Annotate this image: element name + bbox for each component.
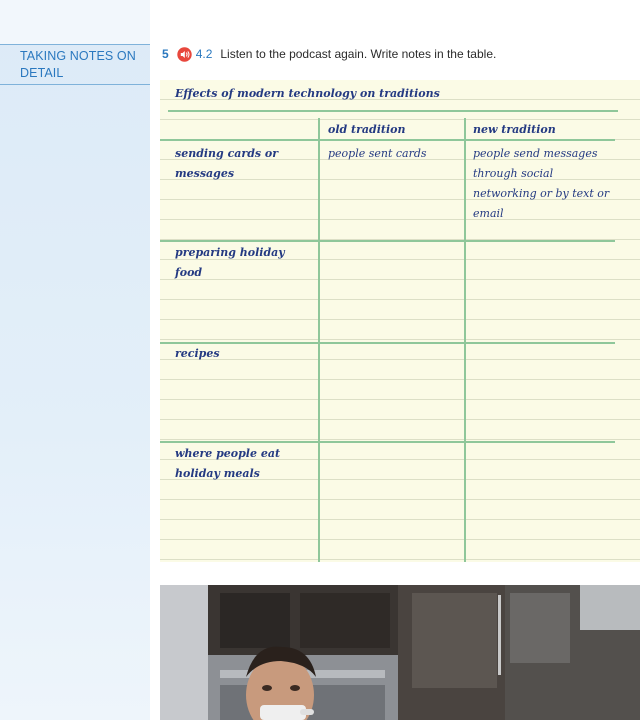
column-divider-1 (318, 118, 320, 562)
instruction-text: Listen to the podcast again. Write notes in the table. (220, 47, 497, 61)
column-divider-2 (464, 118, 466, 562)
exercise-instruction (162, 46, 496, 62)
sidebar-rule-bottom (0, 84, 150, 85)
exercise-number: 5 (162, 47, 169, 61)
sidebar (0, 0, 150, 720)
row-label: where people eat holiday meals (175, 447, 281, 480)
row-label: preparing holiday food (175, 246, 285, 279)
column-header-new: new tradition (473, 123, 556, 136)
table-cell-old: people sent cards (328, 147, 427, 160)
row-rule-3 (160, 441, 615, 443)
section-label: TAKING NOTES ON DETAIL (20, 49, 136, 80)
title-underline (168, 110, 618, 112)
kitchen-photo (160, 585, 640, 720)
table-cell-new: people send messages through social networking or by text or email (473, 147, 610, 220)
audio-track-number: 4.2 (195, 47, 213, 61)
row-rule-1 (160, 240, 615, 242)
row-label: sending cards or messages (175, 147, 279, 180)
sidebar-rule-top (0, 44, 150, 45)
sidebar-header (0, 0, 150, 45)
column-header-old: old tradition (328, 123, 406, 136)
audio-speaker-icon[interactable] (177, 47, 192, 62)
table-title: Effects of modern technology on traditions (175, 87, 440, 100)
notes-table (160, 80, 640, 562)
row-label: recipes (175, 347, 220, 360)
